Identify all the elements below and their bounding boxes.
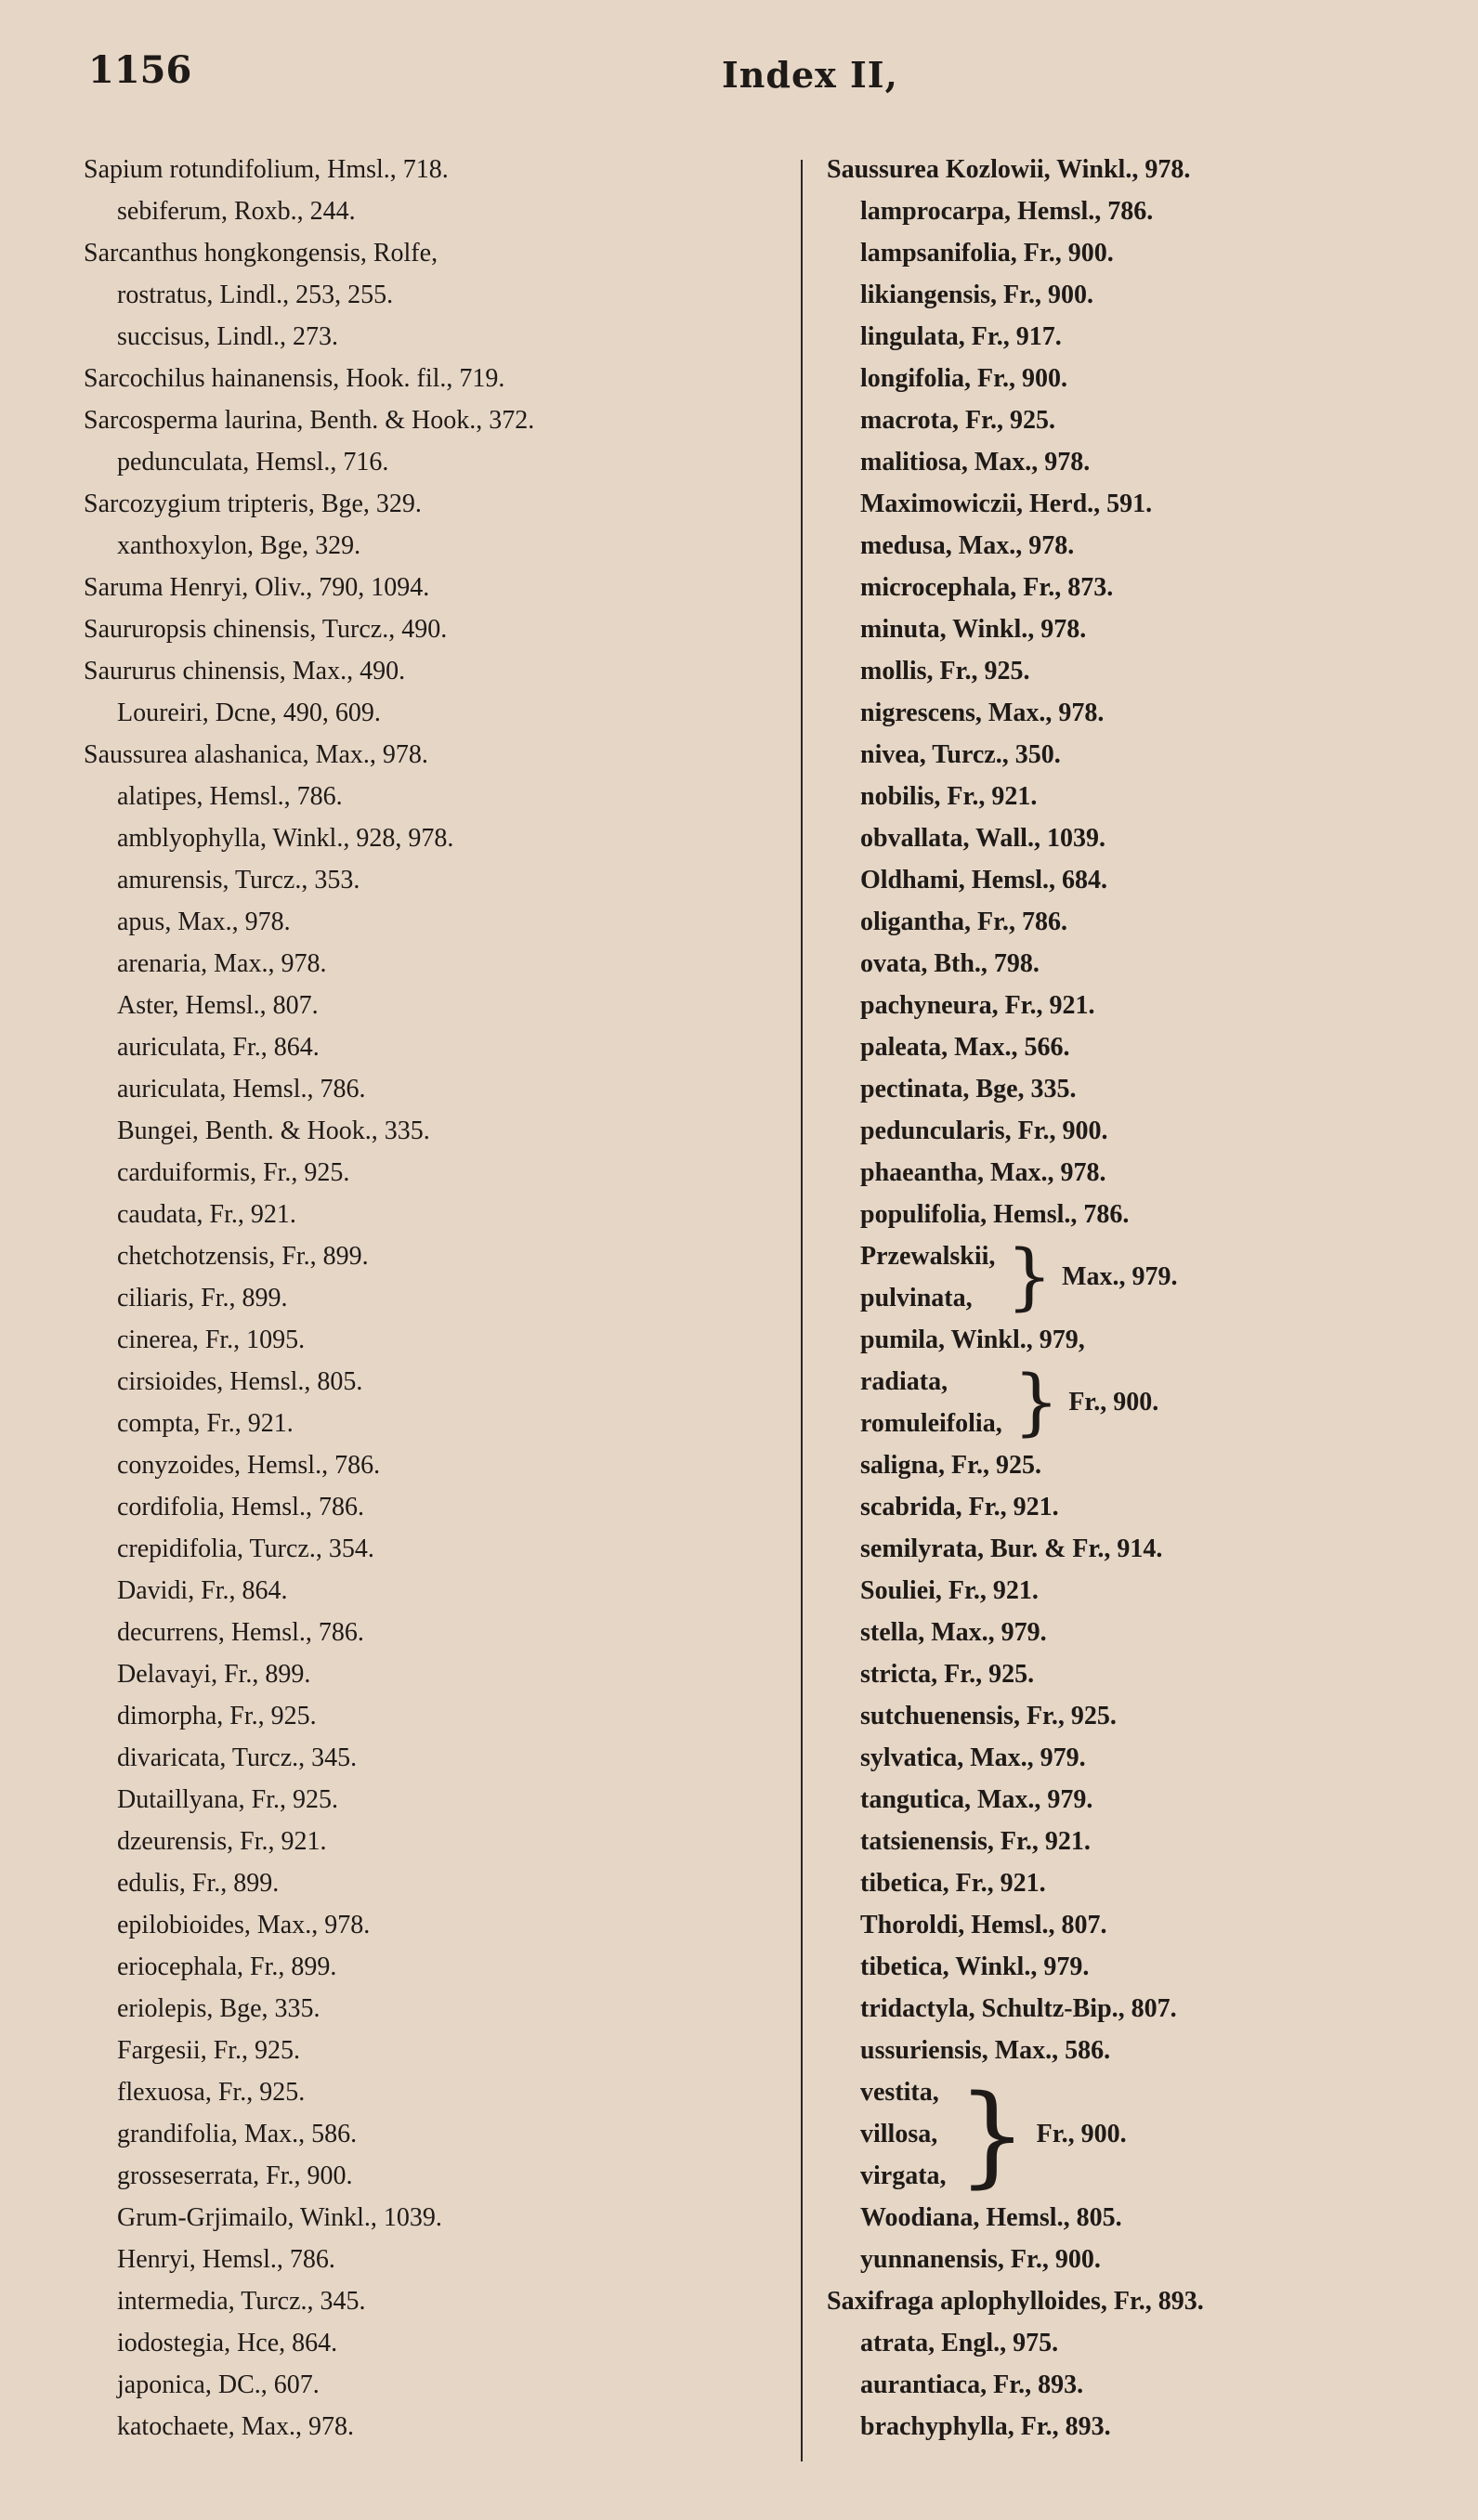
index-subentry: grandifolia, Max., 586.: [117, 2120, 358, 2148]
index-entry: Saruma Henryi, Oliv., 790, 1094.: [84, 573, 430, 602]
index-subentry: alatipes, Hemsl., 786.: [117, 782, 343, 811]
index-entry-name: villosa,: [860, 2120, 938, 2148]
index-subentry: tatsienensis, Fr., 921.: [860, 1827, 1091, 1856]
index-subentry: ussuriensis, Max., 586.: [860, 2036, 1111, 2065]
index-subentry: lampsanifolia, Fr., 900.: [860, 239, 1114, 268]
braced-names: [860, 1361, 1002, 1444]
index-subentry: cirsioides, Hemsl., 805.: [117, 1367, 363, 1396]
page-header: [88, 48, 1417, 104]
index-subentry: peduncularis, Fr., 900.: [860, 1116, 1108, 1145]
index-subentry: auriculata, Fr., 864.: [117, 1033, 320, 1062]
index-subentry: eriocephala, Fr., 899.: [117, 1952, 337, 1981]
index-subentry: Loureiri, Dcne, 490, 609.: [117, 699, 381, 727]
index-subentry: aurantiaca, Fr., 893.: [860, 2370, 1084, 2399]
right-brace-glyph: }: [957, 2070, 1027, 2199]
index-subentry: cordifolia, Hemsl., 786.: [117, 1493, 364, 1521]
index-entry: Saururopsis chinensis, Turcz., 490.: [84, 615, 448, 644]
index-subentry: pachyneura, Fr., 921.: [860, 991, 1095, 1020]
running-head: Index II,: [722, 54, 898, 96]
braced-names: [860, 2071, 947, 2197]
index-column-right: [827, 149, 1421, 2448]
index-subentry: divaricata, Turcz., 345.: [117, 1743, 358, 1772]
index-subentry: eriolepis, Bge, 335.: [117, 1994, 320, 2023]
index-subentry: japonica, DC., 607.: [117, 2370, 320, 2399]
index-entry-name: radiata,: [860, 1367, 948, 1396]
index-subentry: mollis, Fr., 925.: [860, 657, 1030, 685]
index-subentry: dzeurensis, Fr., 921.: [117, 1827, 327, 1856]
index-subentry: stella, Max., 979.: [860, 1618, 1047, 1647]
index-subentry: nivea, Turcz., 350.: [860, 740, 1061, 769]
index-subentry: sebiferum, Roxb., 244.: [117, 197, 356, 226]
index-subentry: tangutica, Max., 979.: [860, 1785, 1093, 1814]
index-entry: Sarcochilus hainanensis, Hook. fil., 719.: [84, 364, 505, 393]
index-subentry: ciliaris, Fr., 899.: [117, 1284, 288, 1312]
index-subentry: arenaria, Max., 978.: [117, 949, 327, 978]
index-subentry: obvallata, Wall., 1039.: [860, 824, 1105, 853]
index-subentry: Dutaillyana, Fr., 925.: [117, 1785, 338, 1814]
index-subentry: Oldhami, Hemsl., 684.: [860, 866, 1108, 894]
index-subentry: rostratus, Lindl., 253, 255.: [117, 281, 394, 309]
index-entry-name: Przewalskii,: [860, 1242, 996, 1271]
index-subentry: scabrida, Fr., 921.: [860, 1493, 1059, 1521]
index-subentry: Woodiana, Hemsl., 805.: [860, 2203, 1122, 2232]
column-rule: [801, 160, 803, 2461]
index-subentry: pumila, Winkl., 979,: [860, 1325, 1085, 1354]
index-subentry: microcephala, Fr., 873.: [860, 573, 1114, 602]
index-subentry: Souliei, Fr., 921.: [860, 1576, 1039, 1605]
index-subentry: pectinata, Bge, 335.: [860, 1075, 1077, 1103]
index-subentry: xanthoxylon, Bge, 329.: [117, 531, 361, 560]
index-subentry: lingulata, Fr., 917.: [860, 322, 1062, 351]
index-subentry: brachyphylla, Fr., 893.: [860, 2412, 1111, 2441]
group-authority: Fr., 900.: [1036, 2119, 1127, 2148]
index-subentry: Henryi, Hemsl., 786.: [117, 2245, 335, 2274]
index-subentry: dimorpha, Fr., 925.: [117, 1702, 317, 1730]
index-subentry: tridactyla, Schultz-Bip., 807.: [860, 1994, 1177, 2023]
index-entry-name: pulvinata,: [860, 1284, 973, 1312]
index-subentry: sutchuenensis, Fr., 925.: [860, 1702, 1117, 1730]
index-subentry: nobilis, Fr., 921.: [860, 782, 1038, 811]
index-subentry: saligna, Fr., 925.: [860, 1451, 1041, 1480]
index-entry-name: romuleifolia,: [860, 1409, 1002, 1438]
index-entry: Saussurea Kozlowii, Winkl., 978.: [827, 155, 1191, 184]
index-subentry: iodostegia, Hce, 864.: [117, 2329, 338, 2357]
index-subentry: nigrescens, Max., 978.: [860, 699, 1105, 727]
index-subentry: Maximowiczii, Herd., 591.: [860, 490, 1153, 518]
group-authority: Max., 979.: [1062, 1262, 1178, 1291]
index-subentry: cinerea, Fr., 1095.: [117, 1325, 306, 1354]
index-subentry: atrata, Engl., 975.: [860, 2329, 1059, 2357]
index-entry: Sarcosperma laurina, Benth. & Hook., 372.: [84, 406, 535, 435]
braced-names: [860, 1235, 995, 1319]
index-entry: Saussurea alashanica, Max., 978.: [84, 740, 428, 769]
index-subentry: compta, Fr., 921.: [117, 1409, 294, 1438]
index-subentry: epilobioides, Max., 978.: [117, 1911, 371, 1939]
braced-entry-group: [827, 1361, 1421, 1444]
index-subentry: pedunculata, Hemsl., 716.: [117, 448, 389, 477]
index-subentry: minuta, Winkl., 978.: [860, 615, 1087, 644]
index-subentry: intermedia, Turcz., 345.: [117, 2287, 366, 2316]
braced-entry-group: [827, 2071, 1421, 2197]
index-entry: Saxifraga aplophylloides, Fr., 893.: [827, 2287, 1204, 2316]
index-subentry: Delavayi, Fr., 899.: [117, 1660, 311, 1689]
index-subentry: Fargesii, Fr., 925.: [117, 2036, 301, 2065]
index-subentry: ovata, Bth., 798.: [860, 949, 1040, 978]
index-subentry: carduiformis, Fr., 925.: [117, 1158, 350, 1187]
index-subentry: decurrens, Hemsl., 786.: [117, 1618, 364, 1647]
index-entry: Sarcanthus hongkongensis, Rolfe,: [84, 239, 438, 268]
index-entry: Sapium rotundifolium, Hmsl., 718.: [84, 155, 449, 184]
index-subentry: grosseserrata, Fr., 900.: [117, 2161, 353, 2190]
index-subentry: oligantha, Fr., 786.: [860, 907, 1067, 936]
index-subentry: chetchotzensis, Fr., 899.: [117, 1242, 369, 1271]
index-subentry: malitiosa, Max., 978.: [860, 448, 1091, 477]
index-subentry: semilyrata, Bur. & Fr., 914.: [860, 1534, 1163, 1563]
index-subentry: katochaete, Max., 978.: [117, 2412, 355, 2441]
index-subentry: longifolia, Fr., 900.: [860, 364, 1067, 393]
index-subentry: medusa, Max., 978.: [860, 531, 1075, 560]
index-subentry: amblyophylla, Winkl., 928, 978.: [117, 824, 454, 853]
index-entry: Saururus chinensis, Max., 490.: [84, 657, 406, 685]
index-subentry: lamprocarpa, Hemsl., 786.: [860, 197, 1154, 226]
right-brace-glyph: }: [1013, 1361, 1060, 1444]
index-subentry: Thoroldi, Hemsl., 807.: [860, 1911, 1107, 1939]
index-subentry: stricta, Fr., 925.: [860, 1660, 1035, 1689]
index-subentry: phaeantha, Max., 978.: [860, 1158, 1106, 1187]
braced-entry-group: [827, 1235, 1421, 1319]
index-entry-name: vestita,: [860, 2078, 939, 2107]
index-subentry: Grum-Grjimailo, Winkl., 1039.: [117, 2203, 442, 2232]
index-subentry: tibetica, Winkl., 979.: [860, 1952, 1090, 1981]
index-column-left: [84, 149, 799, 2448]
index-subentry: sylvatica, Max., 979.: [860, 1743, 1086, 1772]
index-entry: Sarcozygium tripteris, Bge, 329.: [84, 490, 422, 518]
index-subentry: crepidifolia, Turcz., 354.: [117, 1534, 374, 1563]
index-subentry: Aster, Hemsl., 807.: [117, 991, 319, 1020]
index-entry-name: virgata,: [860, 2161, 947, 2190]
index-subentry: Bungei, Benth. & Hook., 335.: [117, 1116, 430, 1145]
index-subentry: likiangensis, Fr., 900.: [860, 281, 1094, 309]
index-subentry: conyzoides, Hemsl., 786.: [117, 1451, 381, 1480]
index-subentry: apus, Max., 978.: [117, 907, 291, 936]
index-subentry: flexuosa, Fr., 925.: [117, 2078, 306, 2107]
index-subentry: macrota, Fr., 925.: [860, 406, 1055, 435]
index-subentry: auriculata, Hemsl., 786.: [117, 1075, 366, 1103]
index-subentry: edulis, Fr., 899.: [117, 1869, 280, 1898]
page-number: 1156: [88, 48, 192, 92]
index-subentry: caudata, Fr., 921.: [117, 1200, 296, 1229]
index-subentry: succisus, Lindl., 273.: [117, 322, 338, 351]
right-brace-glyph: }: [1006, 1235, 1053, 1319]
index-subentry: yunnanensis, Fr., 900.: [860, 2245, 1101, 2274]
index-subentry: tibetica, Fr., 921.: [860, 1869, 1046, 1898]
group-authority: Fr., 900.: [1068, 1388, 1159, 1417]
index-subentry: paleata, Max., 566.: [860, 1033, 1070, 1062]
index-subentry: populifolia, Hemsl., 786.: [860, 1200, 1130, 1229]
index-subentry: Davidi, Fr., 864.: [117, 1576, 288, 1605]
index-subentry: amurensis, Turcz., 353.: [117, 866, 360, 894]
